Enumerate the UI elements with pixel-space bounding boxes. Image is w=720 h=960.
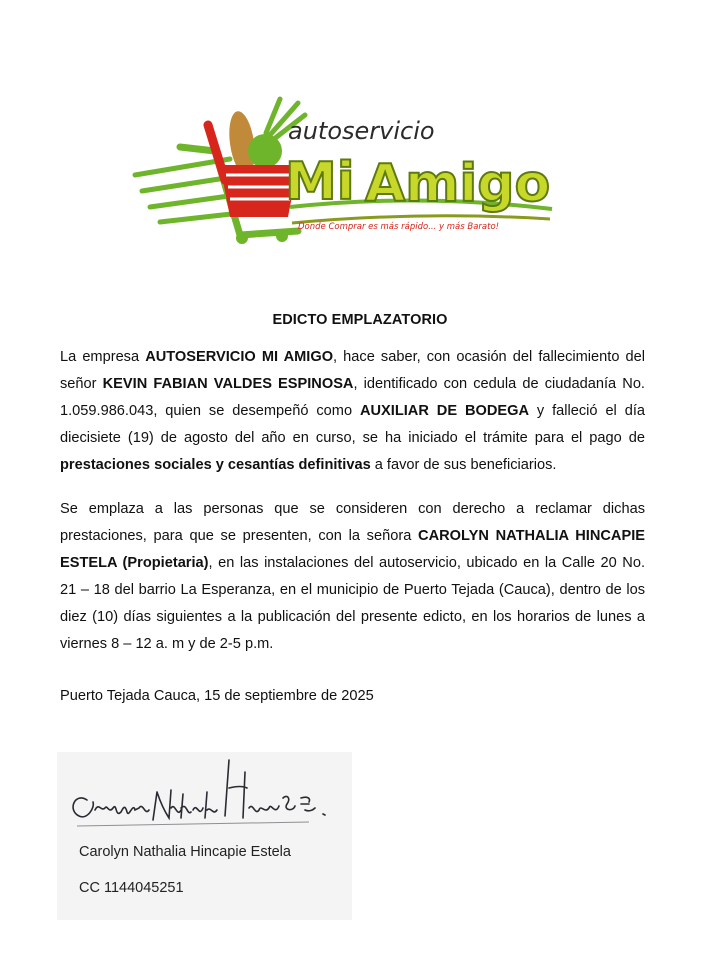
p1-deceased-name: KEVIN FABIAN VALDES ESPINOSA: [102, 376, 354, 392]
p2-text-2: , en las instalaciones del autoservicio, ubicado en la Calle 20 No. 21 – 18 del barrio La Esperanza, en el municipio de Puerto Tejada (Cauca), dentro de los diez (10) días siguientes a la publicación del presente edicto, en los horarios de lunes a viernes 8 – 12 a. m y de 2-5 p.m.: [60, 555, 645, 652]
signature-block: [57, 752, 352, 920]
logo-brand-amigo: Amigo: [365, 154, 551, 214]
signer-id: CC 1144045251: [79, 880, 184, 896]
paragraph-2: [60, 496, 645, 658]
signer-name: Carolyn Nathalia Hincapie Estela: [79, 844, 291, 860]
paragraph-1: [60, 344, 645, 479]
handwritten-signature: [57, 752, 352, 837]
document-body: [60, 344, 645, 675]
p2-owner-name: CAROLYN NATHALIA HINCAPIE ESTELA (Propietaria): [60, 528, 645, 571]
logo-tagline: Donde Comprar es más rápido... y más Barato!: [298, 222, 500, 232]
shopping-cart-logo-graphic: [120, 95, 580, 250]
p1-company-name: AUTOSERVICIO MI AMIGO: [145, 349, 334, 365]
p1-text-2: , hace saber, con ocasión del fallecimiento del señor: [60, 349, 645, 392]
p2-text-1: Se emplaza a las personas que se consideren con derecho a reclamar dichas prestaciones, para que se presenten, con la señora: [60, 501, 645, 544]
place-and-date: Puerto Tejada Cauca, 15 de septiembre de 2025: [60, 688, 374, 704]
company-logo: [120, 95, 580, 250]
p1-text-4: y falleció el día diecisiete (19) de agosto del año en curso, se ha iniciado el trámite para el pago de: [60, 403, 645, 446]
p1-job-title: AUXILIAR DE BODEGA: [359, 403, 530, 419]
logo-brand-mi: Mi: [285, 152, 355, 212]
p1-text-3: , identificado con cedula de ciudadanía No. 1.059.986.043, quien se desempeñó como: [60, 376, 645, 419]
p1-text-5: a favor de sus beneficiarios.: [370, 457, 557, 473]
document-title: EDICTO EMPLAZATORIO: [272, 312, 448, 328]
p1-benefits: prestaciones sociales y cesantías definitivas: [60, 457, 371, 473]
p1-text-1: La empresa: [60, 349, 146, 365]
logo-top-word: autoservicio: [288, 117, 435, 145]
